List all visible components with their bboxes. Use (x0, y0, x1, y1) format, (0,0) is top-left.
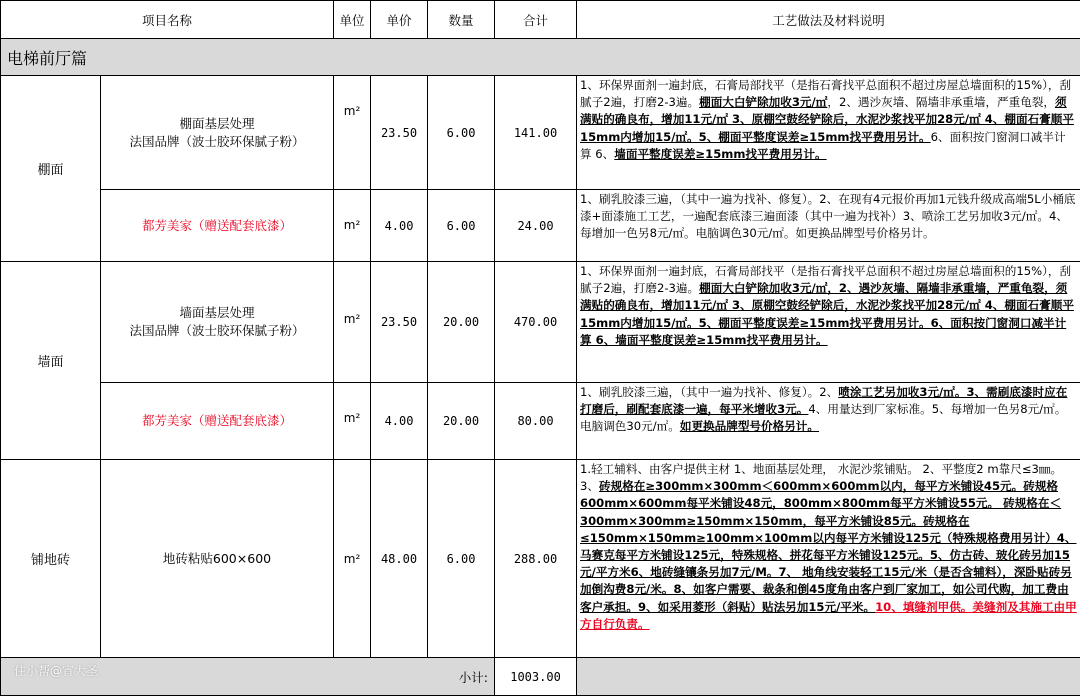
unit-cell: m² (334, 190, 371, 262)
header-desc: 工艺做法及材料说明 (577, 1, 1080, 39)
desc-text: 1、刷乳胶漆三遍，（其中一遍为找补、修复）。2、 (580, 385, 839, 399)
desc-emphasis: 须满贴的确良布，增加11元/㎡ 3、原棚空鼓经铲除后，水泥沙浆找平加28元/㎡ 4、棚面石膏顺平15mm内增加15/㎡。5、棚面平整度误差≥15mm找平费用另计。 (580, 95, 1074, 144)
watermark: 住小帮@宵大圣 (14, 664, 99, 678)
category-cell: 铺地砖 (1, 460, 101, 658)
header-name: 项目名称 (1, 1, 334, 39)
item-name-line1: 墙面基层处理 (179, 305, 255, 320)
table-row (1, 262, 1080, 383)
desc-emphasis: 墙面平整度误差≥15mm找平费用另计。 (614, 146, 827, 161)
desc-text: 1、环保界面剂一遍封底，石膏局部找平（是指石膏找平总面积不超过房屋总墙面积的15%），刮腻子2遍，打磨2-3遍。 (580, 264, 1072, 296)
item-name (101, 76, 334, 190)
header-unit: 单位 (334, 1, 371, 39)
price-cell: 23.50 (371, 262, 428, 383)
item-name (101, 262, 334, 383)
desc-emphasis: 砖规格在≥300mm×300mm＜600mm×600mm以内，每平方米铺设45元。砖规格600mm×600mm每平米铺设48元，800mm×800mm每平方米铺设55元。 砖规格在＜300mm×300mm≥150mm×150mm，每平方米铺设85元。砖规格在≤150mm×150mm≥100mm×100mm以内每平方米铺设125元（特殊规格费用另计）4、马赛克每平方米铺设125元，特殊规格、拼花每平方米铺设125元。5、仿古砖、玻化砖另加15元/平方米6、地砖缝镶条另加7元/M。7、 地角线安装轻工15元/米（是否含辅料），深卧贴砖另加倒沟费8元/米。8、如客户需要、裁条和倒45度角由客户到厂家加工，如公司代购，加工费由客户承担。9、如采用菱形（斜贴）贴法另加15元/平米。 (580, 479, 1077, 614)
section-title: 电梯前厅篇 (1, 39, 1080, 76)
item-name-line2: 法国品牌（波士胶环保腻子粉） (129, 133, 305, 149)
header-price: 单价 (371, 1, 428, 39)
desc-emphasis: 如更换品牌型号价格另计。 (679, 419, 819, 434)
unit-cell: m² (334, 460, 371, 658)
item-name-line1: 棚面基层处理 (179, 115, 255, 131)
table-row (1, 190, 1080, 262)
header-qty: 数量 (428, 1, 495, 39)
price-cell: 4.00 (371, 190, 428, 262)
desc-emphasis: 棚面大白铲除加收3元/㎡ (699, 95, 828, 110)
desc-cell (577, 383, 1080, 460)
table-row (1, 383, 1080, 460)
qty-cell: 20.00 (428, 262, 495, 383)
item-name: 都芳美家（赠送配套底漆） (101, 190, 334, 262)
price-cell: 48.00 (371, 460, 428, 658)
desc-cell: 1、刷乳胶漆三遍，（其中一遍为找补、修复）。2、在现有4元报价再加1元钱升级成高端5L小桶底漆+面漆施工工艺，一遍配套底漆三遍面漆（其中一遍为找补）3、喷涂工艺另加收3元/㎡。4、每增加一色另8元/㎡。电脑调色30元/㎡。如更换品牌型号价格另计。 (577, 190, 1080, 262)
item-name: 都芳美家（赠送配套底漆） (101, 383, 334, 460)
footer-row (1, 658, 1080, 696)
desc-text: 6、面积按门窗洞口减半计算 6、 (580, 129, 1066, 161)
desc-cell (577, 262, 1080, 383)
subtotal-label: 小计: (1, 658, 495, 696)
category-cell: 棚面 (1, 76, 101, 262)
total-cell: 141.00 (495, 76, 577, 190)
qty-cell: 6.00 (428, 76, 495, 190)
desc-cell (577, 460, 1080, 658)
desc-text: 1、环保界面剂一遍封底，石膏局部找平（是指石膏找平总面积不超过房屋总墙面积的15%），刮腻子2遍，打磨2-3遍。 (580, 78, 1072, 110)
section-row (1, 39, 1080, 76)
header-total: 合计 (495, 1, 577, 39)
desc-cell (577, 76, 1080, 190)
item-name-line2: 法国品牌（波士胶环保腻子粉） (129, 323, 305, 338)
total-cell: 80.00 (495, 383, 577, 460)
unit-cell: m² (334, 383, 371, 460)
footer-blank (577, 658, 1080, 696)
desc-emphasis: 棚面大白铲除加收3元/㎡，2、遇沙灰墙、隔墙非承重墙，严重龟裂，须满贴的确良布，增加11元/㎡ 3、原棚空鼓经铲除后，水泥沙浆找平加28元/㎡ 4、棚面石膏顺平15mm内增加15/㎡。5、棚面平整度误差≥15mm找平费用另计。6、面积按门窗洞口减半计算 6、墙面平整度误差≥15mm找平费用另计。 (580, 281, 1074, 347)
desc-text: 1.轻工辅料、由客户提供主材 1、地面基层处理， 水泥沙浆铺贴。 2、平整度2 m靠尺≤3㎜。 3、 (580, 462, 1063, 494)
price-cell: 4.00 (371, 383, 428, 460)
total-cell: 288.00 (495, 460, 577, 658)
table-row (1, 460, 1080, 658)
desc-text: ，2、遇沙灰墙、隔墙非承重墙，严重龟裂， (827, 95, 1056, 110)
desc-emphasis: 3、需刷底漆时应在打磨后，刷配套底漆一遍，每平米增收3元。 (580, 385, 1068, 417)
qty-cell: 6.00 (428, 460, 495, 658)
price-cell: 23.50 (371, 76, 428, 190)
category-cell: 墙面 (1, 262, 101, 460)
total-cell: 470.00 (495, 262, 577, 383)
desc-text: 4、用量达到厂家标准。5、每增加一色另8元/㎡。电脑调色30元/㎡。 (580, 402, 1067, 434)
desc-emphasis: 喷涂工艺另加收3元/㎡。 (838, 385, 967, 399)
total-cell: 24.00 (495, 190, 577, 262)
header-row (1, 1, 1080, 39)
unit-cell: m² (334, 262, 371, 383)
item-name: 地砖粘贴600×600 (101, 460, 334, 658)
subtotal-value: 1003.00 (495, 658, 577, 696)
table-row (1, 76, 1080, 190)
qty-cell: 6.00 (428, 190, 495, 262)
desc-warning: 10、填缝剂甲供。美缝剂及其施工由甲方自行负责。 (580, 599, 1077, 631)
qty-cell: 20.00 (428, 383, 495, 460)
unit-cell: m² (334, 76, 371, 190)
